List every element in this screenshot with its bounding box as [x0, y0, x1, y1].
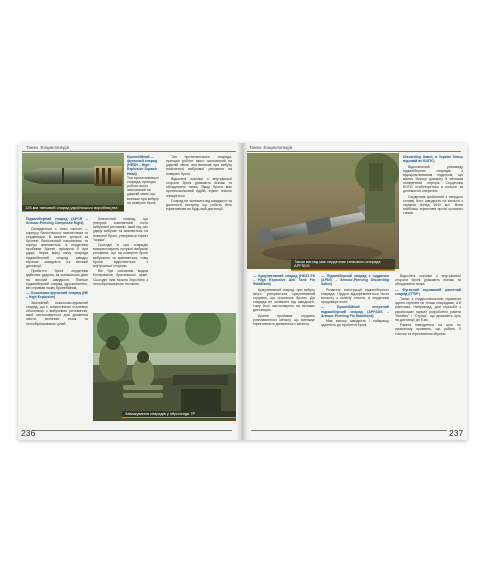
shell-image: [22, 153, 124, 212]
apfsds-photo: [247, 153, 399, 269]
book-spread: [18, 143, 467, 440]
photo-caption: 125-мм танковий снаряд українського виробництва: [22, 205, 124, 212]
section-heading: — Фугасний керований ракетний снаряд (ПТКР): [395, 287, 461, 296]
right-page: [243, 143, 467, 440]
running-head: Танки. Енциклопедія: [26, 145, 70, 150]
paragraph: Танки з гладкоствольною гарматою здатні стріляти не тільки снарядами, а й ракетами. Наприклад, для стрільби з українських гармат розроблено ракети "Комбат" і "Стугна", що вражають ціль на дистанції до 5 км.: [395, 297, 461, 322]
paragraph: Сьогодні в цих снарядів використовують потужні вибухові речовини, що на поверхні броні вибухають та зминаються, тому броня відколюється з внутрішньої сторони.: [93, 243, 148, 268]
left-page: [18, 143, 242, 440]
page-number: 236: [21, 428, 36, 438]
paragraph: Він був основним видом боєприпасів британської армії. Сьогодні ним можна боротися з легкоброньованою технікою.: [93, 269, 148, 286]
paragraph: Сердечник зроблений з твердого сплаву, його швидкість на вильоті з гармати понад 1600 м/с. Вони найбільш ефективні проти сучасних танків.: [403, 194, 463, 216]
header-rule: [247, 151, 461, 152]
paragraph: Відколені осколки з внутрішньої сторони броні уражають екіпаж та обладнання танка. Якщо броня має протиосколковий підбій, ефект значно знижується.: [166, 176, 232, 198]
paragraph: Броню пробиває струмінь розплавленого металу, що зменшує ефективність динамічного захисту.: [253, 313, 315, 327]
paragraph: Складається з тіньо частин — корпусу, балістичного наконечника та сердечника. В момент зустрічі за бронею балістичний наконечник та корпус зминаються, а сердечник пробиває броню, врізаючи її при ударі. Через малу масу снаряда підкаліберний снаряд швидко втрачає швидкість на великій дистанції.: [26, 226, 88, 268]
shell-photo: [22, 153, 124, 212]
paragraph: Має високу швидкість і найкращу здатність до пробиття броні.: [321, 319, 389, 328]
text-column-3: [395, 274, 461, 424]
loading-photo: [93, 313, 236, 421]
text-column-3: [166, 155, 232, 309]
book-gutter-shadow: [237, 143, 249, 440]
apfsds-image: [247, 153, 399, 269]
paragraph: Кумулятивний снаряд, при вибуху якого утворюється кумулятивний струмінь, що пропалює броню. Дія снаряда не залежить від швидкості, тому його застосовують на великих дистанціях.: [253, 287, 315, 313]
paragraph: Ракета наводиться на ціль по лазерному променю, що робить її точною та ефективною зброєю.: [395, 323, 461, 336]
paragraph: Розвиток конструкції підкаліберного снаряда. Піддон відокремлюється після вильоту з каналу ствола, а сердечник продовжує політ.: [321, 287, 389, 305]
text-column-1: [26, 217, 88, 425]
text-column-2: [93, 217, 148, 309]
paragraph: Снаряд не залежить від швидкості та дальності пострілу, що робить його ефективним на будь-якій дистанції.: [166, 198, 232, 212]
footer-rule: [251, 430, 447, 431]
photo-caption: Заважування снарядів у гібронсиди 7Р: [122, 411, 236, 418]
soldiers-image: [93, 313, 236, 421]
paragraph: Кінетичний снаряд, що утворює компактний потік вибухової речовини, який під час удару вибухає та зминається на поверхні броні, утворюючи ефект "коржа".: [93, 217, 148, 242]
section-heading: — Осколково-фугасний снаряд (HE – High Explosive): [26, 291, 88, 300]
paragraph: Відколюючий різновиду підкаліберних снарядів з відокремлюваним піддоном, що мають більшу довжину й меншим поперечний переріз. Сердечник БОПС стабілізується в польоті за допомогою оперення.: [403, 164, 463, 194]
side-caption-heading: Бронебійний — фугасний снаряд (HESH – High Explosive Squash Head): [127, 155, 158, 176]
running-head: Танки. Енциклопедія: [249, 145, 293, 150]
section-heading: — Бронебійний оперений підкаліберний снаряд (APFSDS – Armour-Piercing Fin Stabilised): [321, 305, 389, 318]
footer-rule: [32, 430, 232, 431]
paragraph: Звичайний осколково-фугасний снаряд, що є тонкостінною сталевою оболонкою з вибуховою речовиною, який застосовується для ураження піхоти, вогневих точок та легкоброньованих цілей.: [26, 300, 88, 326]
section-heading: Підкаліберний снаряд (APCR – Armour-Piercing Composite Rigid): [26, 217, 88, 226]
paragraph: Пробиття броні сердечник здійснює ударом, за зовнішньою дією на високій швидкості. Пізніше підкаліберний снаряд удосконалено, він отримав назву бронебійний.: [26, 269, 88, 290]
section-heading: — Підкаліберний снаряд з піддоном (APDS – Armour-Piercing Discarding Sabot): [321, 274, 389, 287]
text-column-top: [403, 155, 463, 269]
text-column-2: [321, 274, 389, 424]
side-caption: [127, 155, 163, 205]
section-heading: Discarding Sabot, в Україні більш відомий як БОПС): [403, 155, 463, 164]
page-number: 237: [449, 428, 464, 438]
header-rule: [22, 151, 236, 152]
paragraph: Тип протитанкового снаряда, принцип роботи якого заснований на ударній хвилі, яка виникає при вибуху пластичної вибухової речовини на поверхні броні.: [166, 155, 232, 176]
paragraph: Відколені осколки з внутрішньої сторони броні уражають екіпаж та обладнання танка.: [395, 274, 461, 287]
side-caption-body: Тип протитанкового снаряда, принцип роботи якого заснований на ударній хвилі, що виникає при вибуху на поверхні броні.: [127, 175, 159, 205]
section-heading: — Кумулятивний снаряд (HEAT-FS – High Explosive Anti Tank Fin Stabilised): [253, 274, 315, 287]
photo-caption: Також вигляд має сердечник танкового снаряда APFSDS: [291, 259, 395, 271]
text-column-1: [253, 274, 315, 424]
